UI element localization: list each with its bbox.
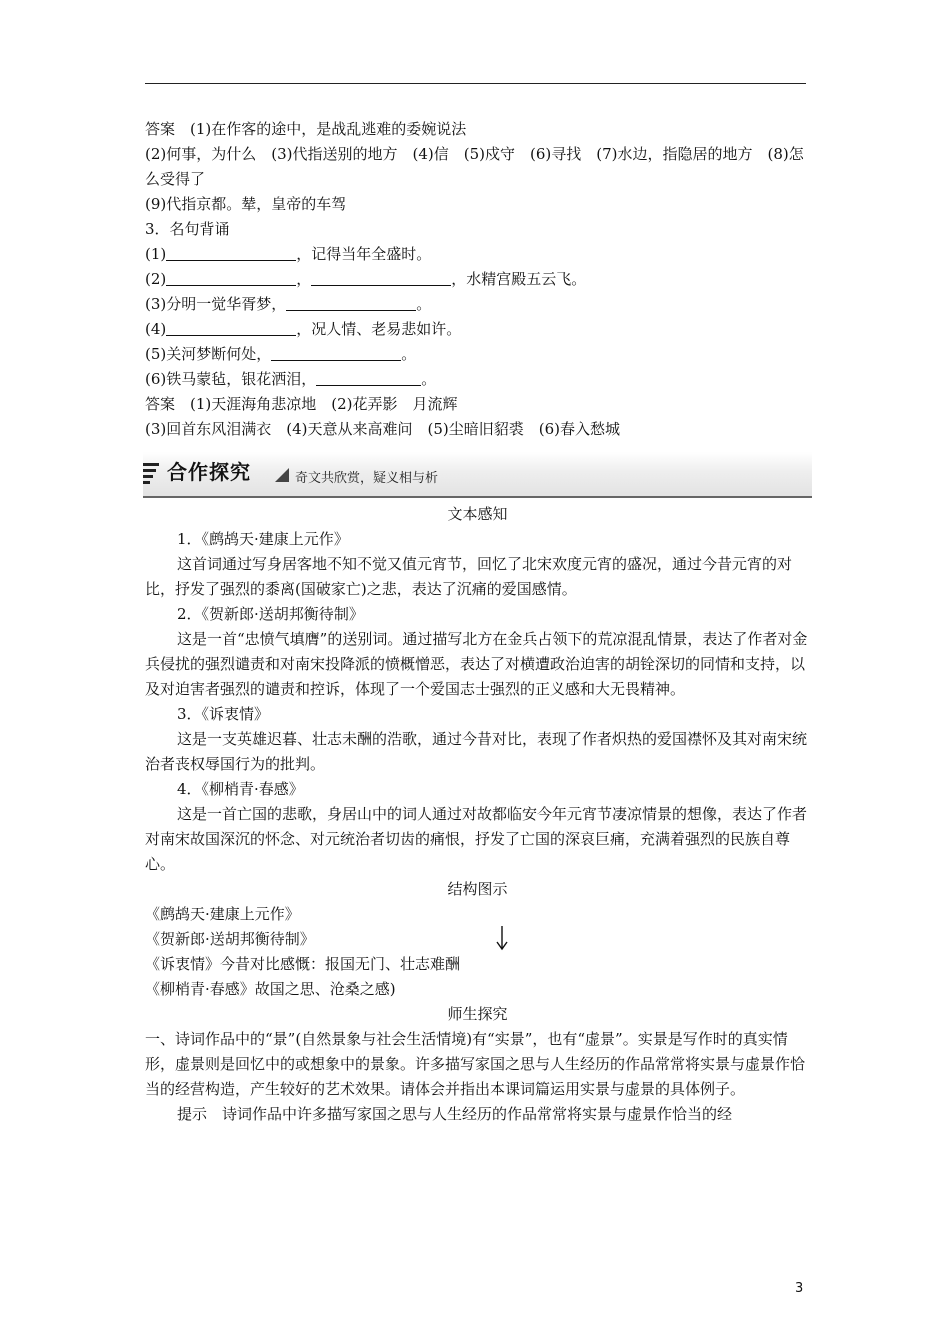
recite-question: (3)分明一觉华胥梦， 。 (145, 295, 432, 313)
answer-line: 答案 (1)天涯海角悲凉地 (2)花弄影 月流辉 (145, 395, 458, 413)
recite-heading: 3．名句背诵 (145, 220, 230, 238)
subsection-heading: 文本感知 (447, 505, 508, 523)
section-title: 合作探究 (167, 460, 251, 484)
fill-blank (166, 269, 296, 286)
fill-blank (271, 344, 401, 361)
item-title: 3．《诉衷情》 (177, 705, 270, 723)
item-text: 这是一首“忠愤气填膺”的送别词。通过描写北方在金兵占领下的荒凉混乱情景，表达了作者对金兵侵扰的强烈谴责和对南宋投降派的愤概憎恶，表达了对横遭政治迫害的胡铨深切的同情和支持，以及对迫害者强烈的谴责和控诉，体现了一个爱国志士强烈的正义感和大无畏精神。 (145, 630, 808, 698)
structure-line: 《鹧鸪天·建康上元作》 (145, 905, 300, 923)
recite-question: (6)铁马蒙毡，银花洒泪， 。 (145, 370, 437, 388)
header-rule (145, 83, 806, 84)
subsection-heading: 师生探究 (447, 1005, 508, 1023)
section-banner (143, 452, 812, 498)
structure-line: 《诉衷情》今昔对比感慨：报国无门、壮志难酬 (145, 955, 461, 973)
down-arrow-icon (496, 925, 508, 951)
structure-line: 《柳梢青·春感》故国之思、沧桑之感) (145, 980, 396, 998)
subsection-heading: 结构图示 (447, 880, 508, 898)
item-title: 1．《鹧鸪天·建康上元作》 (177, 530, 349, 548)
recite-question: (4) ，况人情、老易悲如许。 (145, 320, 462, 338)
recite-question: (2) ， ，水精宫殿五云飞。 (145, 270, 587, 288)
stripes-icon (143, 463, 159, 485)
item-text: 这是一支英雄迟暮、壮志未酬的浩歌，通过今昔对比，表现了作者炽热的爱国襟怀及其对南宋统治者丧权辱国行为的批判。 (145, 730, 808, 773)
answer-line: 答案 (1)在作客的途中，是战乱逃难的委婉说法 (145, 120, 467, 138)
fill-blank (286, 294, 416, 311)
item-title: 4．《柳梢青·春感》 (177, 780, 304, 798)
answer-line: (2)何事，为什么 (3)代指送别的地方 (4)信 (5)戍守 (6)寻找 (7)水边，指隐居的地方 (8)怎么受得了 (145, 145, 804, 188)
answer-line: (3)回首东风泪满衣 (4)天意从来高难问 (5)尘暗旧貂裘 (6)春入愁城 (145, 420, 620, 438)
answer-line: (9)代指京都。辇，皇帝的车驾 (145, 195, 347, 213)
structure-block (145, 927, 810, 977)
fill-blank (166, 244, 296, 261)
fill-blank (166, 319, 296, 336)
section-subtitle: 奇文共欣赏，疑义相与析 (295, 471, 439, 486)
recite-question: (5)关河梦断何处， 。 (145, 345, 417, 363)
inquiry-hint: 提示 诗词作品中许多描写家国之思与人生经历的作品常常将实景与虚景作恰当的经 (177, 1105, 733, 1123)
fill-blank (316, 369, 421, 386)
item-text: 这是一首亡国的悲歌，身居山中的词人通过对故都临安今年元宵节凄凉情景的想像，表达了作者对南宋故国深沉的怀念、对元统治者切齿的痛恨，抒发了亡国的深哀巨痛，充满着强烈的民族自尊心。 (145, 805, 808, 873)
page-number: 3 (795, 1281, 804, 1296)
recite-question: (1) ，记得当年全盛时。 (145, 245, 432, 263)
structure-line: 《贺新郎·送胡邦衡待制》 (145, 930, 315, 948)
triangle-icon (275, 468, 289, 482)
item-text: 这首词通过写身居客地不知不觉又值元宵节，回忆了北宋欢度元宵的盛况，通过今昔元宵的对比，抒发了强烈的黍离(国破家亡)之悲，表达了沉痛的爱国感情。 (145, 555, 793, 598)
page-content (145, 117, 810, 1127)
inquiry-question: 一、诗词作品中的“景”(自然景象与社会生活情境)有“实景”，也有“虚景”。实景是写作时的真实情形，虚景则是回忆中的或想象中的景象。许多描写家国之思与人生经历的作品常常将实景与虚景作恰当的经营构造，产生较好的艺术效果。请体会并指出本课词篇运用实景与虚景的具体例子。 (145, 1030, 806, 1098)
fill-blank (311, 269, 451, 286)
item-title: 2．《贺新郎·送胡邦衡待制》 (177, 605, 364, 623)
